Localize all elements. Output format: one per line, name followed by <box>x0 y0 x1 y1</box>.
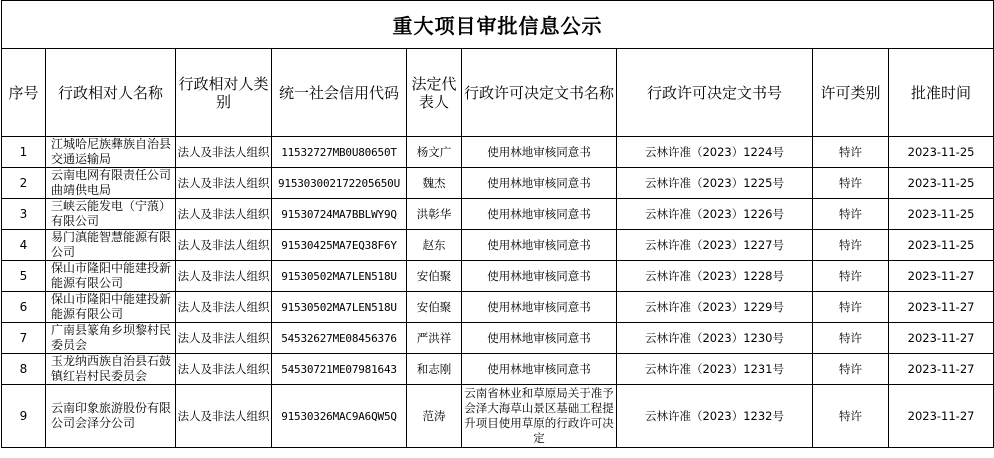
table-row <box>2 385 994 448</box>
row-doc-number: 云林许准（2023）1229号 <box>617 292 813 323</box>
row-doc-name: 云南省林业和草原局关于准予会泽大海草山景区基础工程提升项目使用草原的行政许可决定 <box>462 385 617 448</box>
row-doc-number: 云林许准（2023）1232号 <box>617 385 813 448</box>
row-doc-name: 使用林地审核同意书 <box>462 168 617 199</box>
table-row <box>2 354 994 385</box>
row-approval-date: 2023-11-27 <box>889 323 994 354</box>
row-credit-code: 91530425MA7EQ38F6Y <box>272 230 407 261</box>
table-row <box>2 168 994 199</box>
row-doc-name: 使用林地审核同意书 <box>462 137 617 168</box>
row-name: 保山市隆阳中能建投新能源有限公司 <box>46 292 176 323</box>
row-doc-name: 使用林地审核同意书 <box>462 354 617 385</box>
row-index: 4 <box>2 230 46 261</box>
row-credit-code: 91530724MA7BBLWY9Q <box>272 199 407 230</box>
row-license-type: 特许 <box>813 292 889 323</box>
row-approval-date: 2023-11-25 <box>889 230 994 261</box>
row-credit-code: 54532627ME08456376 <box>272 323 407 354</box>
row-license-type: 特许 <box>813 323 889 354</box>
row-index: 5 <box>2 261 46 292</box>
row-index: 3 <box>2 199 46 230</box>
header-index: 序号 <box>2 49 46 137</box>
row-approval-date: 2023-11-25 <box>889 137 994 168</box>
row-doc-name: 使用林地审核同意书 <box>462 199 617 230</box>
header-doc-number: 行政许可决定文书号 <box>617 49 813 137</box>
table-row <box>2 292 994 323</box>
row-type: 法人及非法人组织 <box>176 323 272 354</box>
header-name: 行政相对人名称 <box>46 49 176 137</box>
row-doc-number: 云林许准（2023）1230号 <box>617 323 813 354</box>
row-legal-rep: 和志刚 <box>407 354 462 385</box>
row-approval-date: 2023-11-25 <box>889 168 994 199</box>
row-name: 易门滇能智慧能源有限公司 <box>46 230 176 261</box>
row-legal-rep: 洪彰华 <box>407 199 462 230</box>
header-legal-rep: 法定代表人 <box>407 49 462 137</box>
approval-table <box>1 0 994 448</box>
row-index: 9 <box>2 385 46 448</box>
row-license-type: 特许 <box>813 354 889 385</box>
row-approval-date: 2023-11-27 <box>889 292 994 323</box>
header-license-type: 许可类别 <box>813 49 889 137</box>
row-approval-date: 2023-11-25 <box>889 199 994 230</box>
row-license-type: 特许 <box>813 168 889 199</box>
table-row <box>2 137 994 168</box>
row-doc-name: 使用林地审核同意书 <box>462 292 617 323</box>
row-license-type: 特许 <box>813 261 889 292</box>
row-credit-code: 91530502MA7LEN518U <box>272 261 407 292</box>
row-legal-rep: 安伯聚 <box>407 292 462 323</box>
row-legal-rep: 赵东 <box>407 230 462 261</box>
row-legal-rep: 魏杰 <box>407 168 462 199</box>
row-index: 7 <box>2 323 46 354</box>
row-doc-number: 云林许准（2023）1226号 <box>617 199 813 230</box>
row-name: 三峡云能发电（宁蒗）有限公司 <box>46 199 176 230</box>
table-row <box>2 230 994 261</box>
row-license-type: 特许 <box>813 137 889 168</box>
row-credit-code: 91530502MA7LEN518U <box>272 292 407 323</box>
row-legal-rep: 范涛 <box>407 385 462 448</box>
row-doc-number: 云林许准（2023）1227号 <box>617 230 813 261</box>
row-type: 法人及非法人组织 <box>176 292 272 323</box>
row-credit-code: 91530326MAC9A6QW5Q <box>272 385 407 448</box>
row-type: 法人及非法人组织 <box>176 230 272 261</box>
row-type: 法人及非法人组织 <box>176 261 272 292</box>
row-doc-number: 云林许准（2023）1225号 <box>617 168 813 199</box>
row-doc-name: 使用林地审核同意书 <box>462 230 617 261</box>
row-approval-date: 2023-11-27 <box>889 385 994 448</box>
row-legal-rep: 安伯聚 <box>407 261 462 292</box>
row-legal-rep: 杨文广 <box>407 137 462 168</box>
row-type: 法人及非法人组织 <box>176 137 272 168</box>
row-credit-code: 915303002172205650U <box>272 168 407 199</box>
row-name: 云南印象旅游股份有限公司会泽分公司 <box>46 385 176 448</box>
row-license-type: 特许 <box>813 385 889 448</box>
row-doc-number: 云林许准（2023）1224号 <box>617 137 813 168</box>
row-type: 法人及非法人组织 <box>176 168 272 199</box>
table-row <box>2 323 994 354</box>
table-row <box>2 261 994 292</box>
row-name: 云南电网有限责任公司曲靖供电局 <box>46 168 176 199</box>
row-credit-code: 54530721ME07981643 <box>272 354 407 385</box>
row-license-type: 特许 <box>813 199 889 230</box>
row-doc-number: 云林许准（2023）1231号 <box>617 354 813 385</box>
row-name: 广南县篆角乡坝黎村民委员会 <box>46 323 176 354</box>
row-approval-date: 2023-11-27 <box>889 261 994 292</box>
row-name: 玉龙纳西族自治县石鼓镇红岩村民委员会 <box>46 354 176 385</box>
header-doc-name: 行政许可决定文书名称 <box>462 49 617 137</box>
header-credit-code: 统一社会信用代码 <box>272 49 407 137</box>
row-doc-name: 使用林地审核同意书 <box>462 261 617 292</box>
page-title: 重大项目审批信息公示 <box>2 1 994 49</box>
row-doc-number: 云林许准（2023）1228号 <box>617 261 813 292</box>
table-row <box>2 199 994 230</box>
row-type: 法人及非法人组织 <box>176 385 272 448</box>
row-index: 8 <box>2 354 46 385</box>
header-approval-date: 批准时间 <box>889 49 994 137</box>
row-type: 法人及非法人组织 <box>176 354 272 385</box>
header-row <box>2 49 994 137</box>
row-approval-date: 2023-11-27 <box>889 354 994 385</box>
row-legal-rep: 严洪祥 <box>407 323 462 354</box>
row-index: 2 <box>2 168 46 199</box>
row-license-type: 特许 <box>813 230 889 261</box>
row-type: 法人及非法人组织 <box>176 199 272 230</box>
row-name: 江城哈尼族彝族自治县交通运输局 <box>46 137 176 168</box>
row-doc-name: 使用林地审核同意书 <box>462 323 617 354</box>
row-name: 保山市隆阳中能建投新能源有限公司 <box>46 261 176 292</box>
row-index: 1 <box>2 137 46 168</box>
row-index: 6 <box>2 292 46 323</box>
row-credit-code: 11532727MB0U80650T <box>272 137 407 168</box>
header-type: 行政相对人类别 <box>176 49 272 137</box>
